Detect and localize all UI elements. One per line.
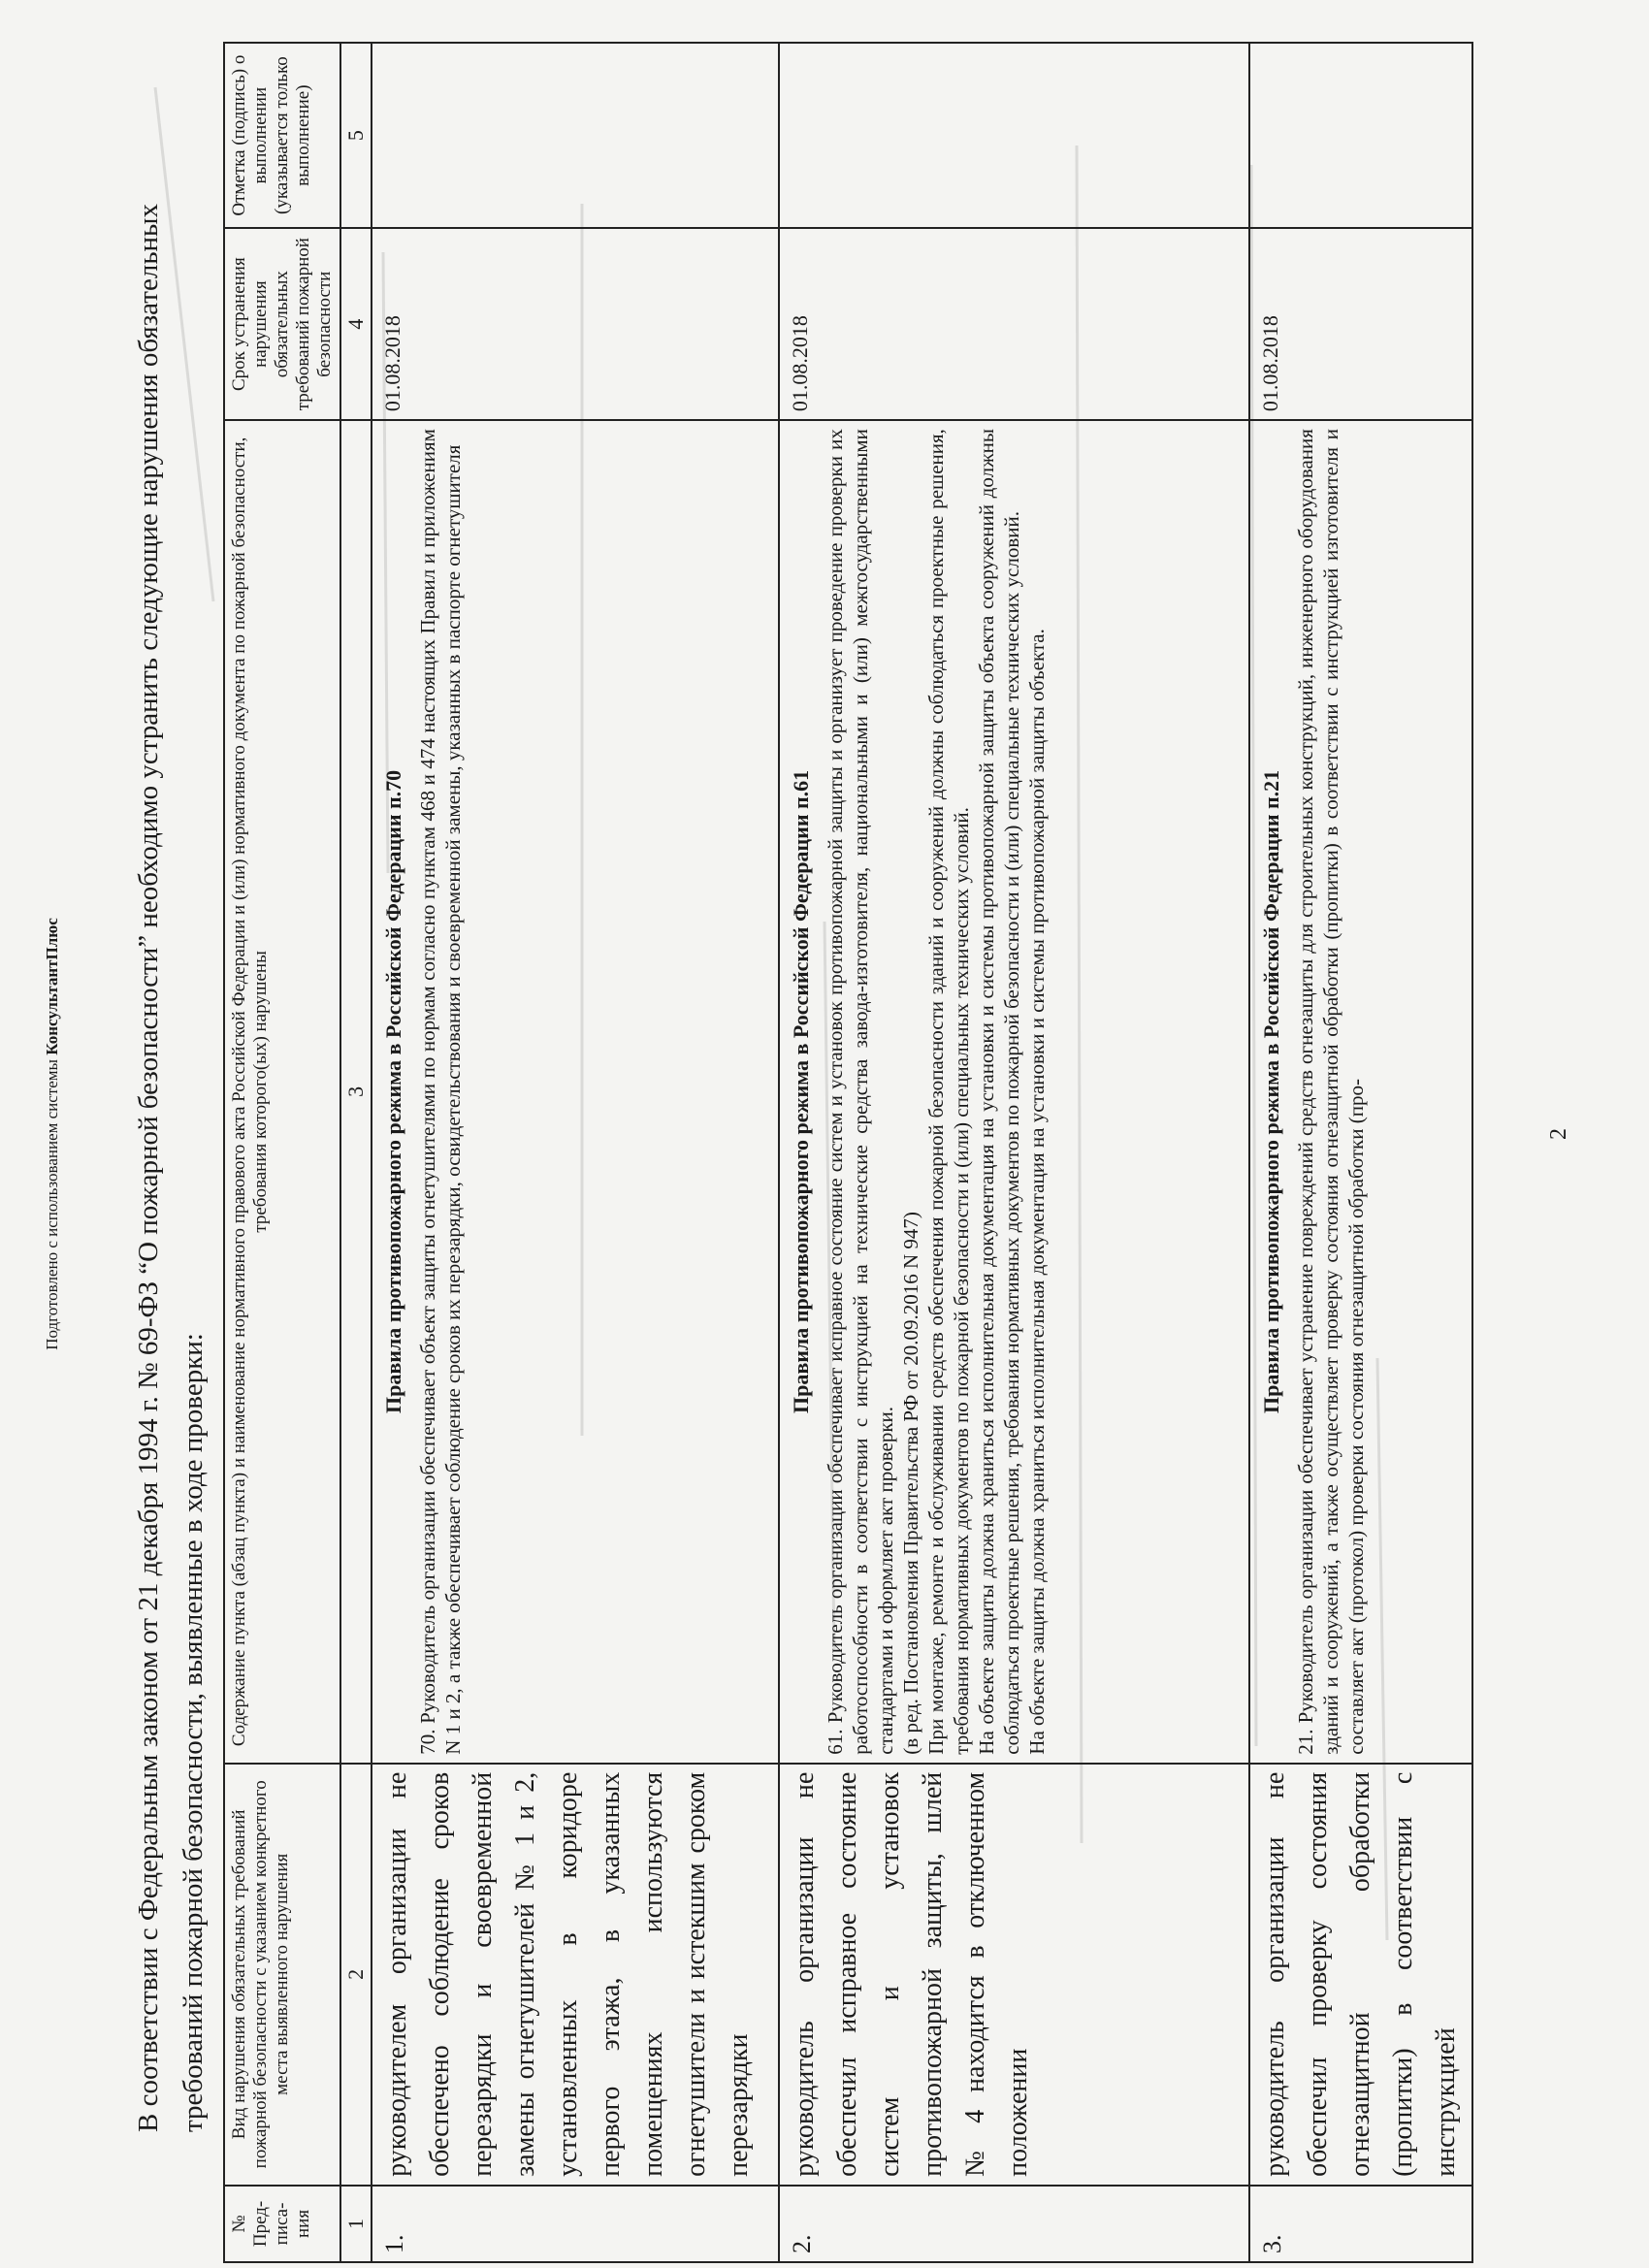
deadline: 01.08.2018 bbox=[779, 228, 1249, 420]
column-number: 1 bbox=[340, 2186, 372, 2262]
rule-title: Правила противопожарного режима в Российской Федерации п.61 bbox=[789, 769, 813, 1413]
rule-text: 61. Руководитель организации обеспечивает исправное состояние систем и установок противопожарной защиты и организует проведение проверки их работоспособности в соответствии с инструкцией на технические средства завода-изготовителя, национальными и (или) межгосударственными стандартами и оформляет акт проверки. (в ред. Постановления Правительства РФ от 20.09.2016 N 947) При монтаже, ремонте и обслуживании средств обеспечения пожарной безопасности зданий и сооружений должны соблюдаться проектные решения, требования нормативных документов по пожарной безопасности и (или) специальных технических условий. На объекте защиты должна храниться исполнительная документация на установки и системы противопожарной защиты объекта сооружений должны соблюдаться проектные решения, требования нормативных документов по пожарной безопасности и (или) специальные технических условий. На объекте защиты должна храниться исполнительная документация на установки и системы противопожарной защиты объекта. bbox=[824, 429, 1049, 1755]
deadline: 01.08.2018 bbox=[372, 228, 779, 420]
table-row bbox=[372, 43, 779, 2262]
row-number: 2. bbox=[779, 2186, 1249, 2262]
intro-paragraph: В соответствии с Федеральным законом от 21 декабря 1994 г. № 69-ФЗ “О пожарной безопасности” необходимо устранить следующие нарушения обязательных требований пожарной безопасности, выявленные в ходе проверки: bbox=[133, 203, 209, 2132]
requirement-cell bbox=[779, 420, 1249, 1764]
table-row bbox=[1249, 43, 1472, 2262]
header-deadline: Срок устранения нарушения обязательных требований пожарной безопасности bbox=[224, 228, 340, 420]
header-number: № Пред-писа-ния bbox=[224, 2186, 340, 2262]
column-number: 2 bbox=[340, 1764, 372, 2186]
completion-mark bbox=[372, 43, 779, 228]
requirement-cell bbox=[372, 420, 779, 1764]
completion-mark bbox=[1249, 43, 1472, 228]
header-note-brand: КонсультантПлюс bbox=[43, 918, 61, 1055]
header-note-text: Подготовлено с использованием системы bbox=[43, 1054, 61, 1350]
violation-description: руководитель организации не обеспечил исправное состояние систем и установок противопожарной защиты, шлей № 4 находится в отключенном положении bbox=[779, 1764, 1249, 2186]
violations-table bbox=[223, 42, 1473, 2263]
rule-text: 70. Руководитель организации обеспечивает объект защиты огнетушителями по нормам согласно пунктам 468 и 474 настоящих Правил и приложениям N 1 и 2, а также обеспечивает соблюдение сроков их перезарядки, освидетельствования и своевременной замены, указанных в паспорте огнетушителя bbox=[416, 429, 465, 1755]
rule-title: Правила противопожарного режима в Российской Федерации п.70 bbox=[381, 769, 405, 1413]
deadline: 01.08.2018 bbox=[1249, 228, 1472, 420]
table-row bbox=[779, 43, 1249, 2262]
rule-title: Правила противопожарного режима в Российской Федерации п.21 bbox=[1259, 769, 1283, 1413]
header-requirement: Содержание пункта (абзац пункта) и наименование нормативного правового акта Российской Федерации и (или) нормативного документа по пожарной безопасности, требования которого(ых) нарушены bbox=[224, 420, 340, 1764]
header-mark: Отметка (подпись) о выполнении (указывается только выполнение) bbox=[224, 43, 340, 228]
header-violation: Вид нарушения обязательных требований пожарной безопасности с указанием конкретного места выявленного нарушения bbox=[224, 1764, 340, 2186]
violation-description: руководитель организации не обеспечил проверку состояния огнезащитной обработки (пропитки) в соответствии с инструкцией bbox=[1249, 1764, 1472, 2186]
requirement-cell bbox=[1249, 420, 1472, 1764]
row-number: 1. bbox=[372, 2186, 779, 2262]
table-header-row bbox=[224, 43, 340, 2262]
column-number: 3 bbox=[340, 420, 372, 1764]
consultant-plus-note bbox=[43, 0, 62, 2268]
column-number: 4 bbox=[340, 228, 372, 420]
column-number: 5 bbox=[340, 43, 372, 228]
completion-mark bbox=[779, 43, 1249, 228]
column-number-row bbox=[340, 43, 372, 2262]
page-number: 2 bbox=[1546, 1128, 1571, 1140]
violation-description: руководителем организации не обеспечено соблюдение сроков перезарядки и своевременной замены огнетушителей № 1 и 2, установленных в коридоре первого этажа, в указанных помещениях используются огнетушители и истекшим сроком перезарядки bbox=[372, 1764, 779, 2186]
row-number: 3. bbox=[1249, 2186, 1472, 2262]
rule-text: 21. Руководитель организации обеспечивает устранение повреждений средств огнезащиты для строительных конструкций, инженерного оборудования зданий и сооружений, а также осуществляет проверку состояния огнезащитной обработки (пропитки) в соответствии с инструкцией изготовителя и составляет акт (протокол) проверки состояния огнезащитной обработки (про- bbox=[1294, 429, 1368, 1755]
